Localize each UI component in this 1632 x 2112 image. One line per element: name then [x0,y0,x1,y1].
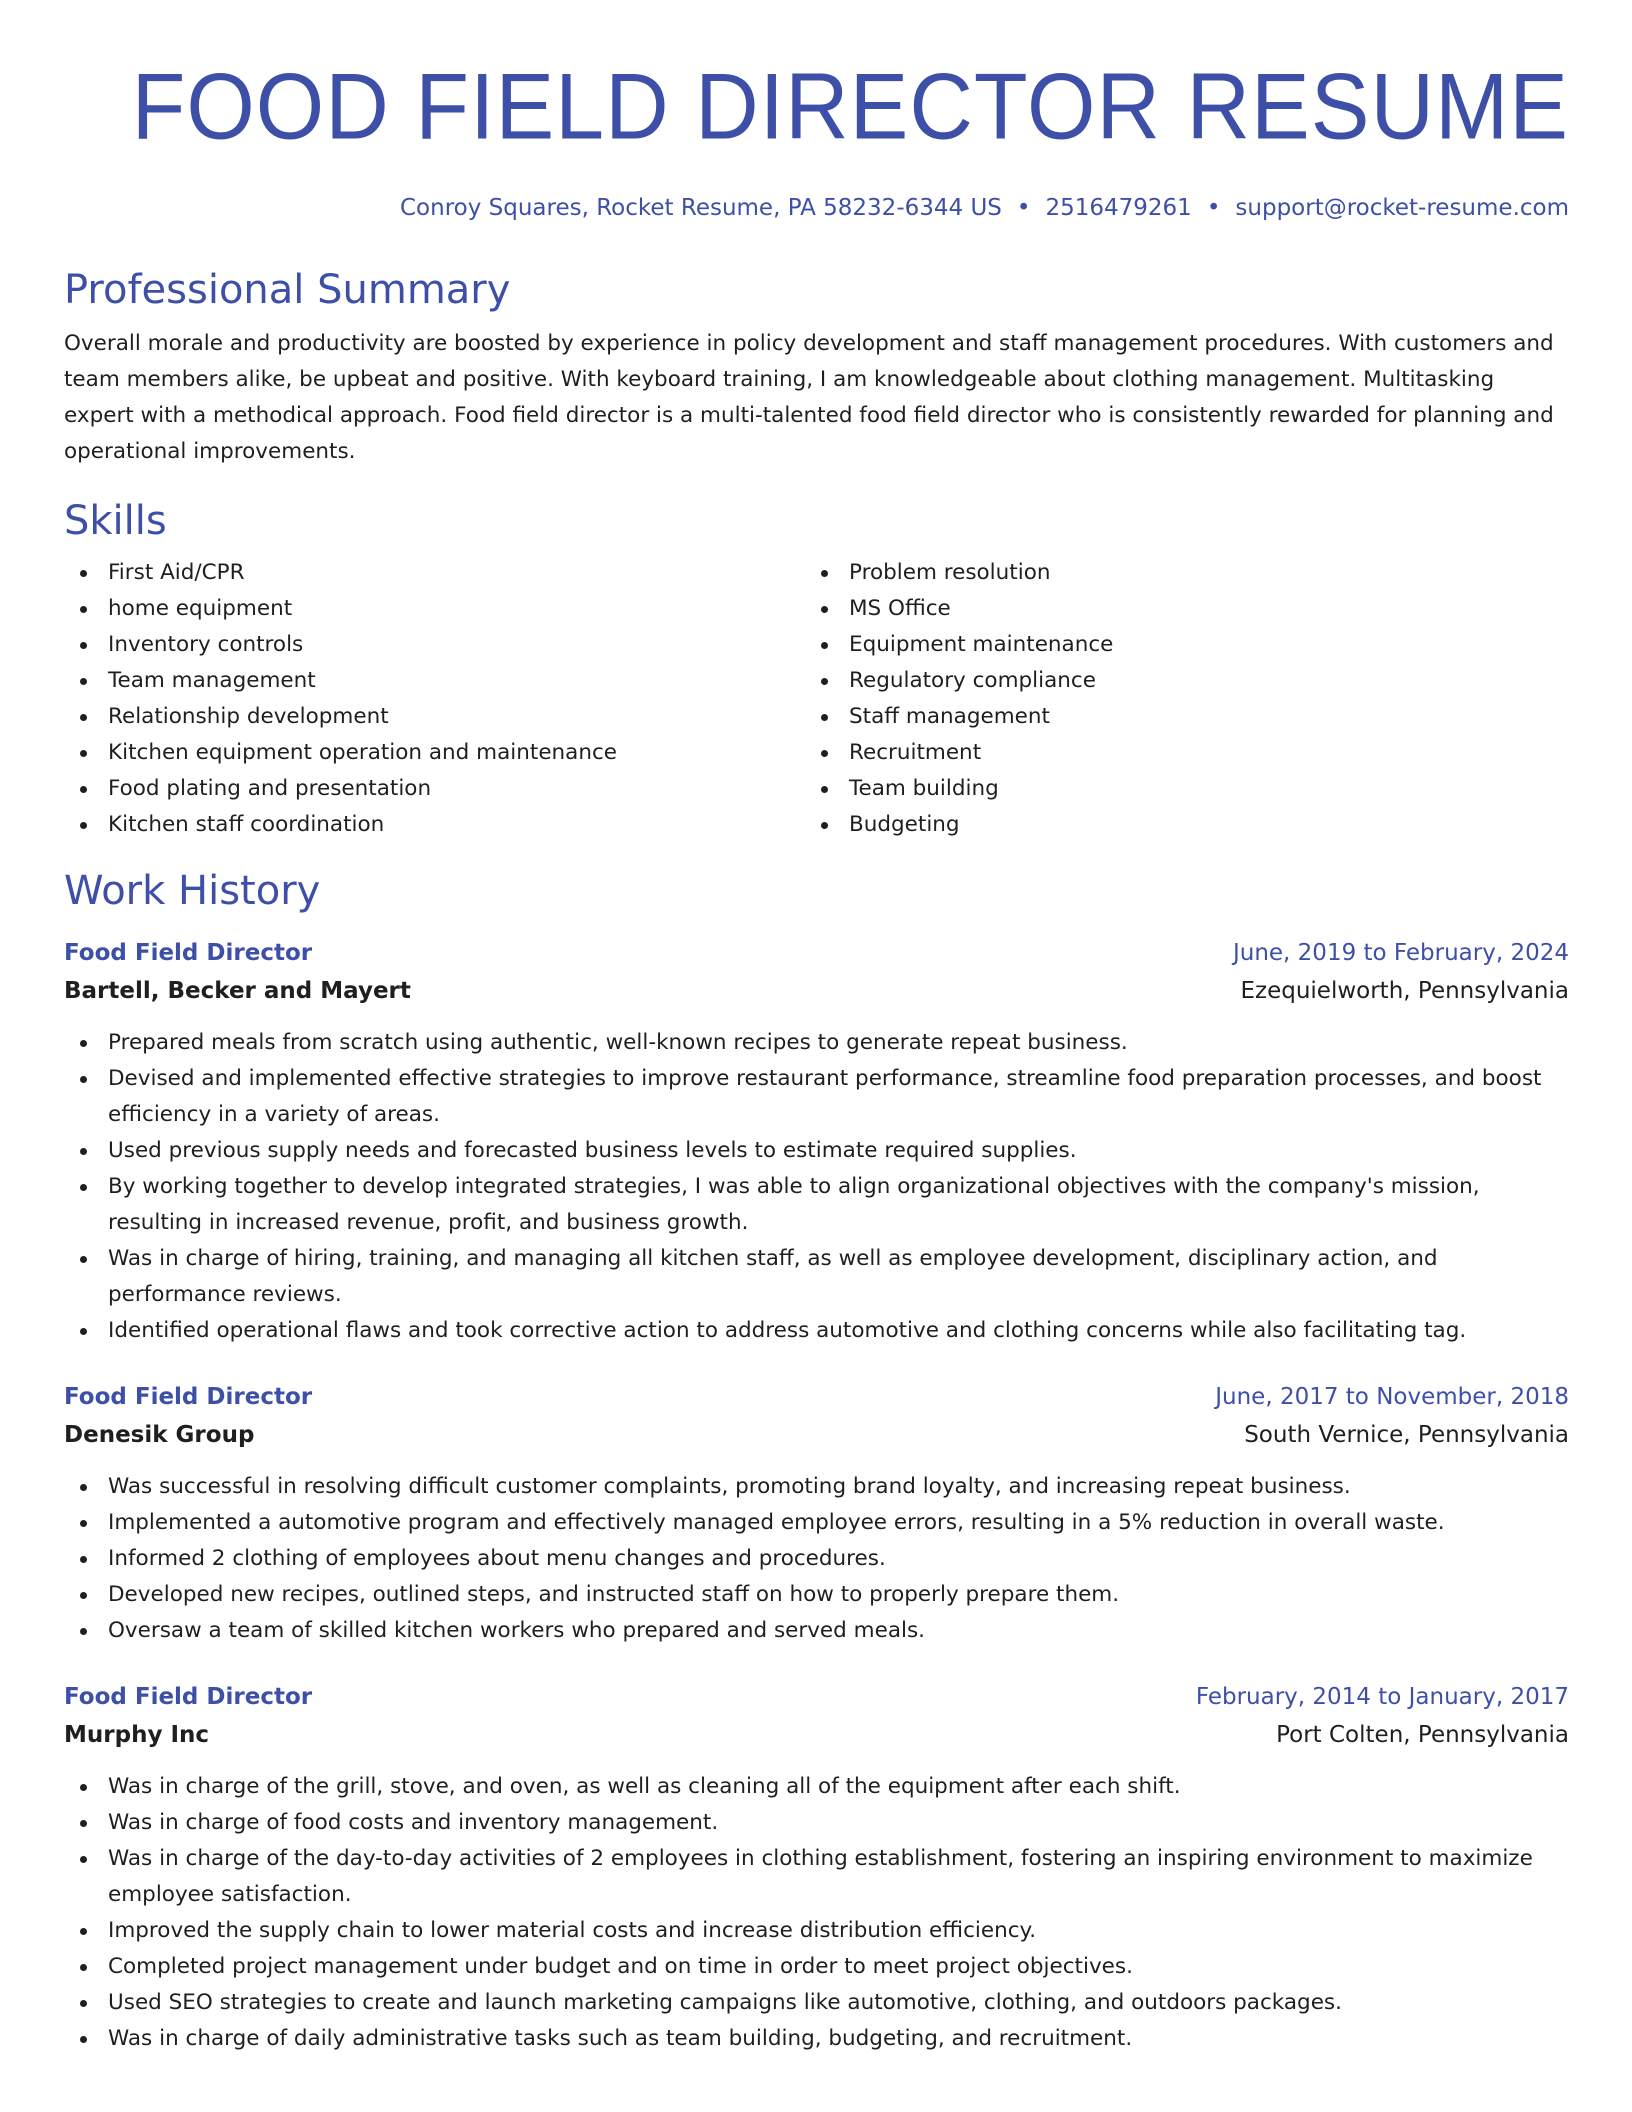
job-title: Food Field Director [64,1684,313,1710]
work-history-list [64,935,1569,2057]
contact-address: Conroy Squares, Rocket Resume, PA 58232-6344 US [400,195,1002,221]
job-location: Ezequielworth, Pennsylvania [1240,978,1569,1004]
job-header [64,935,1569,971]
skill-item: First Aid/CPR [64,555,805,591]
job-company: Bartell, Becker and Mayert [64,978,411,1004]
job-location: South Vernice, Pennsylvania [1244,1422,1569,1448]
job-bullet: Was successful in resolving difficult customer complaints, promoting brand loyalty, and increasing repeat business. [64,1469,1569,1505]
job-bullet: Oversaw a team of skilled kitchen workers who prepared and served meals. [64,1613,1569,1649]
job-entry [64,1679,1569,2057]
skill-item: Kitchen equipment operation and maintenance [64,735,805,771]
job-header [64,1379,1569,1415]
job-bullet: Identified operational flaws and took corrective action to address automotive and clothing concerns while also facilitating tag. [64,1313,1569,1349]
job-bullet: Was in charge of the grill, stove, and oven, as well as cleaning all of the equipment after each shift. [64,1769,1569,1805]
skills-heading: Skills [64,498,167,544]
skill-item: Staff management [805,699,1546,735]
skill-item: Relationship development [64,699,805,735]
job-bullets [64,1469,1569,1649]
contact-phone: 2516479261 [1045,195,1192,221]
contact-email: support@rocket-resume.com [1235,195,1569,221]
skill-item: Food plating and presentation [64,771,805,807]
job-company: Murphy Inc [64,1722,210,1748]
job-entry [64,935,1569,1349]
job-header [64,1679,1569,1715]
job-entry [64,1379,1569,1649]
job-title: Food Field Director [64,940,313,966]
job-bullet: Developed new recipes, outlined steps, and instructed staff on how to properly prepare them. [64,1577,1569,1613]
job-bullets [64,1025,1569,1349]
skill-item: home equipment [64,591,805,627]
summary-heading: Professional Summary [64,267,511,313]
job-location: Port Colten, Pennsylvania [1276,1722,1569,1748]
skill-item: Budgeting [805,807,1546,843]
job-bullet: Prepared meals from scratch using authentic, well-known recipes to generate repeat business. [64,1025,1569,1061]
job-bullet: Was in charge of hiring, training, and managing all kitchen staff, as well as employee development, disciplinary action, and performance reviews. [64,1241,1569,1313]
job-bullet: Implemented a automotive program and effectively managed employee errors, resulting in a 5% reduction in overall waste. [64,1505,1569,1541]
job-subheader [64,1717,1569,1753]
contact-separator: • [1206,195,1221,221]
job-bullet: Improved the supply chain to lower material costs and increase distribution efficiency. [64,1913,1569,1949]
job-bullet: Devised and implemented effective strategies to improve restaurant performance, streamline food preparation processes, and boost efficiency in a variety of areas. [64,1061,1569,1133]
job-dates: June, 2019 to February, 2024 [1232,940,1569,966]
skill-item: Kitchen staff coordination [64,807,805,843]
job-bullets [64,1769,1569,2057]
skills-list [64,555,1569,843]
skill-item: Team management [64,663,805,699]
skill-item: Regulatory compliance [805,663,1546,699]
job-title: Food Field Director [64,1384,313,1410]
skill-item: Equipment maintenance [805,627,1546,663]
job-bullet: Used SEO strategies to create and launch marketing campaigns like automotive, clothing, and outdoors packages. [64,1985,1569,2021]
summary-text: Overall morale and productivity are boosted by experience in policy development and staff management procedures. With customers and team members alike, be upbeat and positive. With keyboard training, I am knowledgeable about clothing management. Multitasking expert with a methodical approach. Food field director is a multi-talented food field director who is consistently rewarded for planning and operational improvements. [64,331,1554,464]
job-dates: June, 2017 to November, 2018 [1215,1384,1569,1410]
resume-title: FOOD FIELD DIRECTOR RESUME [131,53,1569,159]
job-bullet: Used previous supply needs and forecasted business levels to estimate required supplies. [64,1133,1569,1169]
contact-line [64,194,1569,222]
job-bullet: Completed project management under budget and on time in order to meet project objectives. [64,1949,1569,1985]
skill-item: Problem resolution [805,555,1546,591]
job-dates: February, 2014 to January, 2017 [1195,1684,1569,1710]
skill-item: Team building [805,771,1546,807]
job-company: Denesik Group [64,1422,255,1448]
job-bullet: Was in charge of the day-to-day activities of 2 employees in clothing establishment, fostering an inspiring environment to maximize employee satisfaction. [64,1841,1569,1913]
skill-item: MS Office [805,591,1546,627]
skill-item: Recruitment [805,735,1546,771]
skill-item: Inventory controls [64,627,805,663]
job-bullet: Was in charge of daily administrative tasks such as team building, budgeting, and recruitment. [64,2021,1569,2057]
skills-column-right [805,555,1546,843]
job-bullet: Informed 2 clothing of employees about menu changes and procedures. [64,1541,1569,1577]
skills-column-left [64,555,805,843]
job-bullet: By working together to develop integrated strategies, I was able to align organizational objectives with the company's mission, resulting in increased revenue, profit, and business growth. [64,1169,1569,1241]
contact-separator: • [1016,195,1031,221]
work-history-heading: Work History [64,868,321,914]
job-subheader [64,973,1569,1009]
job-bullet: Was in charge of food costs and inventory management. [64,1805,1569,1841]
job-subheader [64,1417,1569,1453]
